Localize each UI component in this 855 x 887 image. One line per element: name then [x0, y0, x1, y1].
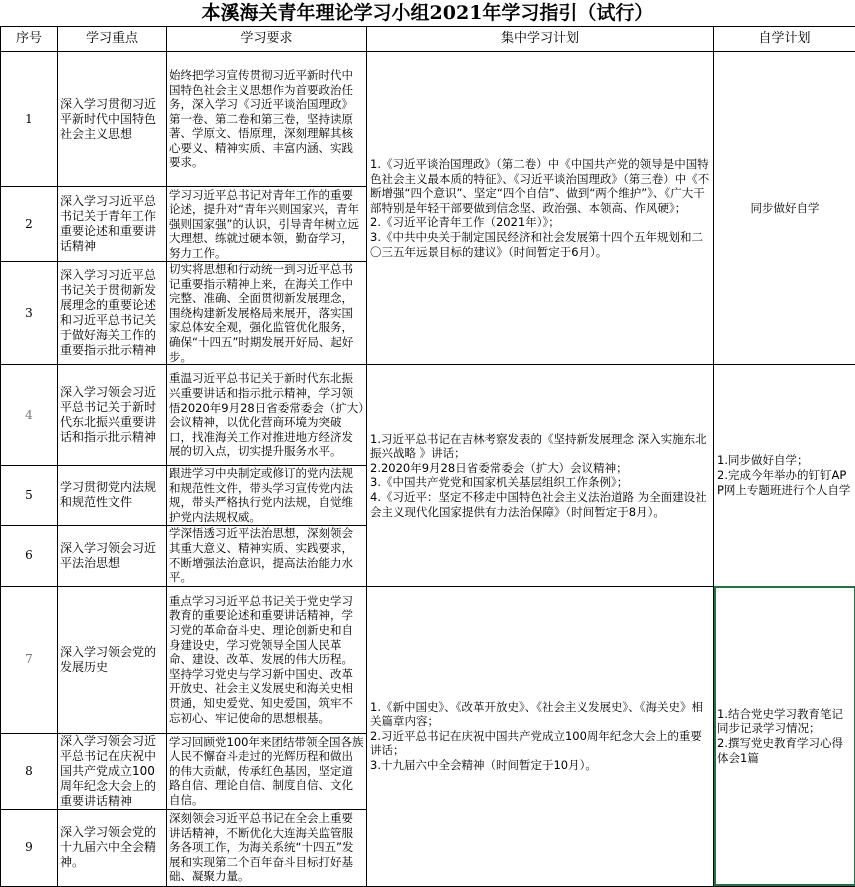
header-self-plan[interactable]: 自学计划	[714, 27, 855, 52]
self-plan-item: 1.结合党史学习教育笔记同步记录学习情况；	[717, 707, 853, 736]
row-requirement[interactable]: 跟进学习中央制定或修订的党内法规和规范性文件，带头学习宣传党内法规，带头严格执行党内法规，自觉维护党内法规权威。	[167, 466, 367, 525]
row-requirement[interactable]: 学习习近平总书记对青年工作的重要论述，提升对“青年兴则国家兴，青年强则国家强”的认识，引导青年树立远大理想、练就过硬本领，勤奋学习，努力工作。	[167, 187, 367, 262]
row-num[interactable]: 2	[1, 187, 58, 262]
row-focus[interactable]: 深入学习领会习近平总书记关于新时代东北振兴重要讲话和指示批示精神	[58, 365, 167, 466]
self-plan-item: 2.撰写党史教育学习心得体会1篇	[717, 736, 853, 765]
header-focus[interactable]: 学习重点	[58, 27, 167, 52]
row-focus[interactable]: 深入学习领会习近平法治思想	[58, 525, 167, 586]
row-requirement[interactable]: 重温习近平总书记关于新时代东北振兴重要讲话和指示批示精神，学习领悟2020年9月28日省委常委会（扩大）会议精神，以优化营商环境为突破口，找准海关工作对推进地方经济发展的切入点，切实提升服务水平。	[167, 365, 367, 466]
header-requirement[interactable]: 学习要求	[167, 27, 367, 52]
row-focus[interactable]: 深入学习领会党的十九届六中全会精神。	[58, 809, 167, 886]
self-plan-cell[interactable]	[714, 52, 855, 365]
self-plan-cell[interactable]	[714, 365, 855, 586]
plan-item: 3.《中国共产党党和国家机关基层组织工作条例》；	[370, 475, 711, 490]
plan-item: 3.《中共中央关于制定国民经济和社会发展第十四个五年规划和二〇三五年远景目标的建议》（时间暂定于6月）。	[370, 230, 711, 259]
group-plan-cell[interactable]	[367, 52, 714, 365]
row-requirement[interactable]: 重点学习习近平总书记关于党史学习教育的重要论述和重要讲话精神，学习党的革命奋斗史、理论创新史和自身建设史，学习党领导全国人民革命、建设、改革、发展的伟大历程。坚持学习党史与学习新中国史、改革开放史、社会主义发展史和海关史相贯通，知史爱党、知史爱国，筑牢不忘初心、牢记使命的思想根基。	[167, 586, 367, 733]
row-requirement[interactable]: 学深悟透习近平法治思想，深刻领会其重大意义、精神实质、实践要求，不断增强法治意识，提高法治能力水平。	[167, 525, 367, 586]
table-row	[1, 586, 855, 733]
row-num[interactable]: 7	[1, 586, 58, 733]
row-requirement[interactable]: 学习回顾党100年来团结带领全国各族人民不懈奋斗走过的光辉历程和做出的伟大贡献，传承红色基因，坚定道路自信、理论自信、制度自信、文化自信。	[167, 733, 367, 809]
row-requirement[interactable]: 深刻领会习近平总书记在全会上重要讲话精神，不断优化大连海关监管服务各项工作，为海关系统“十四五”发展和实现第二个百年奋斗目标打好基础、凝聚力量。	[167, 809, 367, 886]
plan-item: 1.习近平总书记在吉林考察发表的《坚持新发展理念 深入实施东北振兴战略 》讲话；	[370, 432, 711, 461]
row-focus[interactable]: 深入学习习近平总书记关于贯彻新发展理念的重要论述和习近平总书记关于做好海关工作的重要指示批示精神	[58, 262, 167, 365]
header-num[interactable]: 序号	[1, 27, 58, 52]
row-num[interactable]: 5	[1, 466, 58, 525]
row-requirement[interactable]: 始终把学习宣传贯彻习近平新时代中国特色社会主义思想作为首要政治任务，深入学习《习近平谈治国理政》第一卷、第二卷和第三卷，坚持读原著、学原文、悟原理，深刻理解其核心要义、精神实质、丰富内涵、实践要求。	[167, 52, 367, 187]
self-plan-item: 1.同步做好自学；	[717, 453, 853, 468]
table-row	[1, 52, 855, 187]
row-focus[interactable]: 深入学习领会党的发展历史	[58, 586, 167, 733]
header-row	[1, 27, 855, 52]
table-row	[1, 365, 855, 466]
self-plan-cell-selected[interactable]	[714, 586, 855, 886]
self-plan-item: 同步做好自学	[717, 201, 853, 216]
self-plan-item: 2.完成今年举办的钉钉APP网上专题班进行个人自学	[717, 468, 853, 497]
row-focus[interactable]: 深入学习习近平总书记关于青年工作重要论述和重要讲话精神	[58, 187, 167, 262]
row-focus[interactable]: 深入学习领会习近平总书记在庆祝中国共产党成立100周年纪念大会上的重要讲话精神	[58, 733, 167, 809]
row-focus[interactable]: 深入学习贯彻习近平新时代中国特色社会主义思想	[58, 52, 167, 187]
plan-item: 1.《新中国史》、《改革开放史》、《社会主义发展史》、《海关史》相关篇章内容；	[370, 700, 711, 729]
row-num[interactable]: 3	[1, 262, 58, 365]
row-num[interactable]: 6	[1, 525, 58, 586]
document-title: 本溪海关青年理论学习小组2021年学习指引（试行）	[0, 0, 855, 26]
plan-item: 4.《习近平：坚定不移走中国特色社会主义法治道路 为全面建设社会主义现代化国家提供有力法治保障》（时间暂定于8月）。	[370, 490, 711, 519]
plan-item: 2.2020年9月28日省委常委会（扩大）会议精神；	[370, 461, 711, 476]
study-guide-table	[0, 26, 855, 887]
row-num[interactable]: 8	[1, 733, 58, 809]
plan-item: 3.十九届六中全会精神（时间暂定于10月）。	[370, 758, 711, 773]
row-focus[interactable]: 学习贯彻党内法规和规范性文件	[58, 466, 167, 525]
plan-item: 1.《习近平谈治国理政》（第二卷）中《中国共产党的领导是中国特色社会主义最本质的特征》、《习近平谈治国理政》（第三卷）中《不断增强“四个意识”、坚定“四个自信”、做到“两个维护”》、《广大干部特别是年轻干部要做到信念坚、政治强、本领高、作风硬》；	[370, 157, 711, 215]
plan-item: 2.习近平总书记在庆祝中国共产党成立100周年纪念大会上的重要讲话；	[370, 729, 711, 758]
row-num[interactable]: 4	[1, 365, 58, 466]
row-num[interactable]: 9	[1, 809, 58, 886]
group-plan-cell[interactable]	[367, 365, 714, 586]
row-num[interactable]: 1	[1, 52, 58, 187]
plan-item: 2.《习近平论青年工作（2021年）》；	[370, 215, 711, 230]
row-requirement[interactable]: 切实将思想和行动统一到习近平总书记重要指示精神上来，在海关工作中完整、准确、全面贯彻新发展理念，围绕构建新发展格局来展开，落实国家总体安全观，强化监管优化服务，确保“十四五”时期发展开好局、起好步。	[167, 262, 367, 365]
header-group-plan[interactable]: 集中学习计划	[367, 27, 714, 52]
group-plan-cell[interactable]	[367, 586, 714, 886]
